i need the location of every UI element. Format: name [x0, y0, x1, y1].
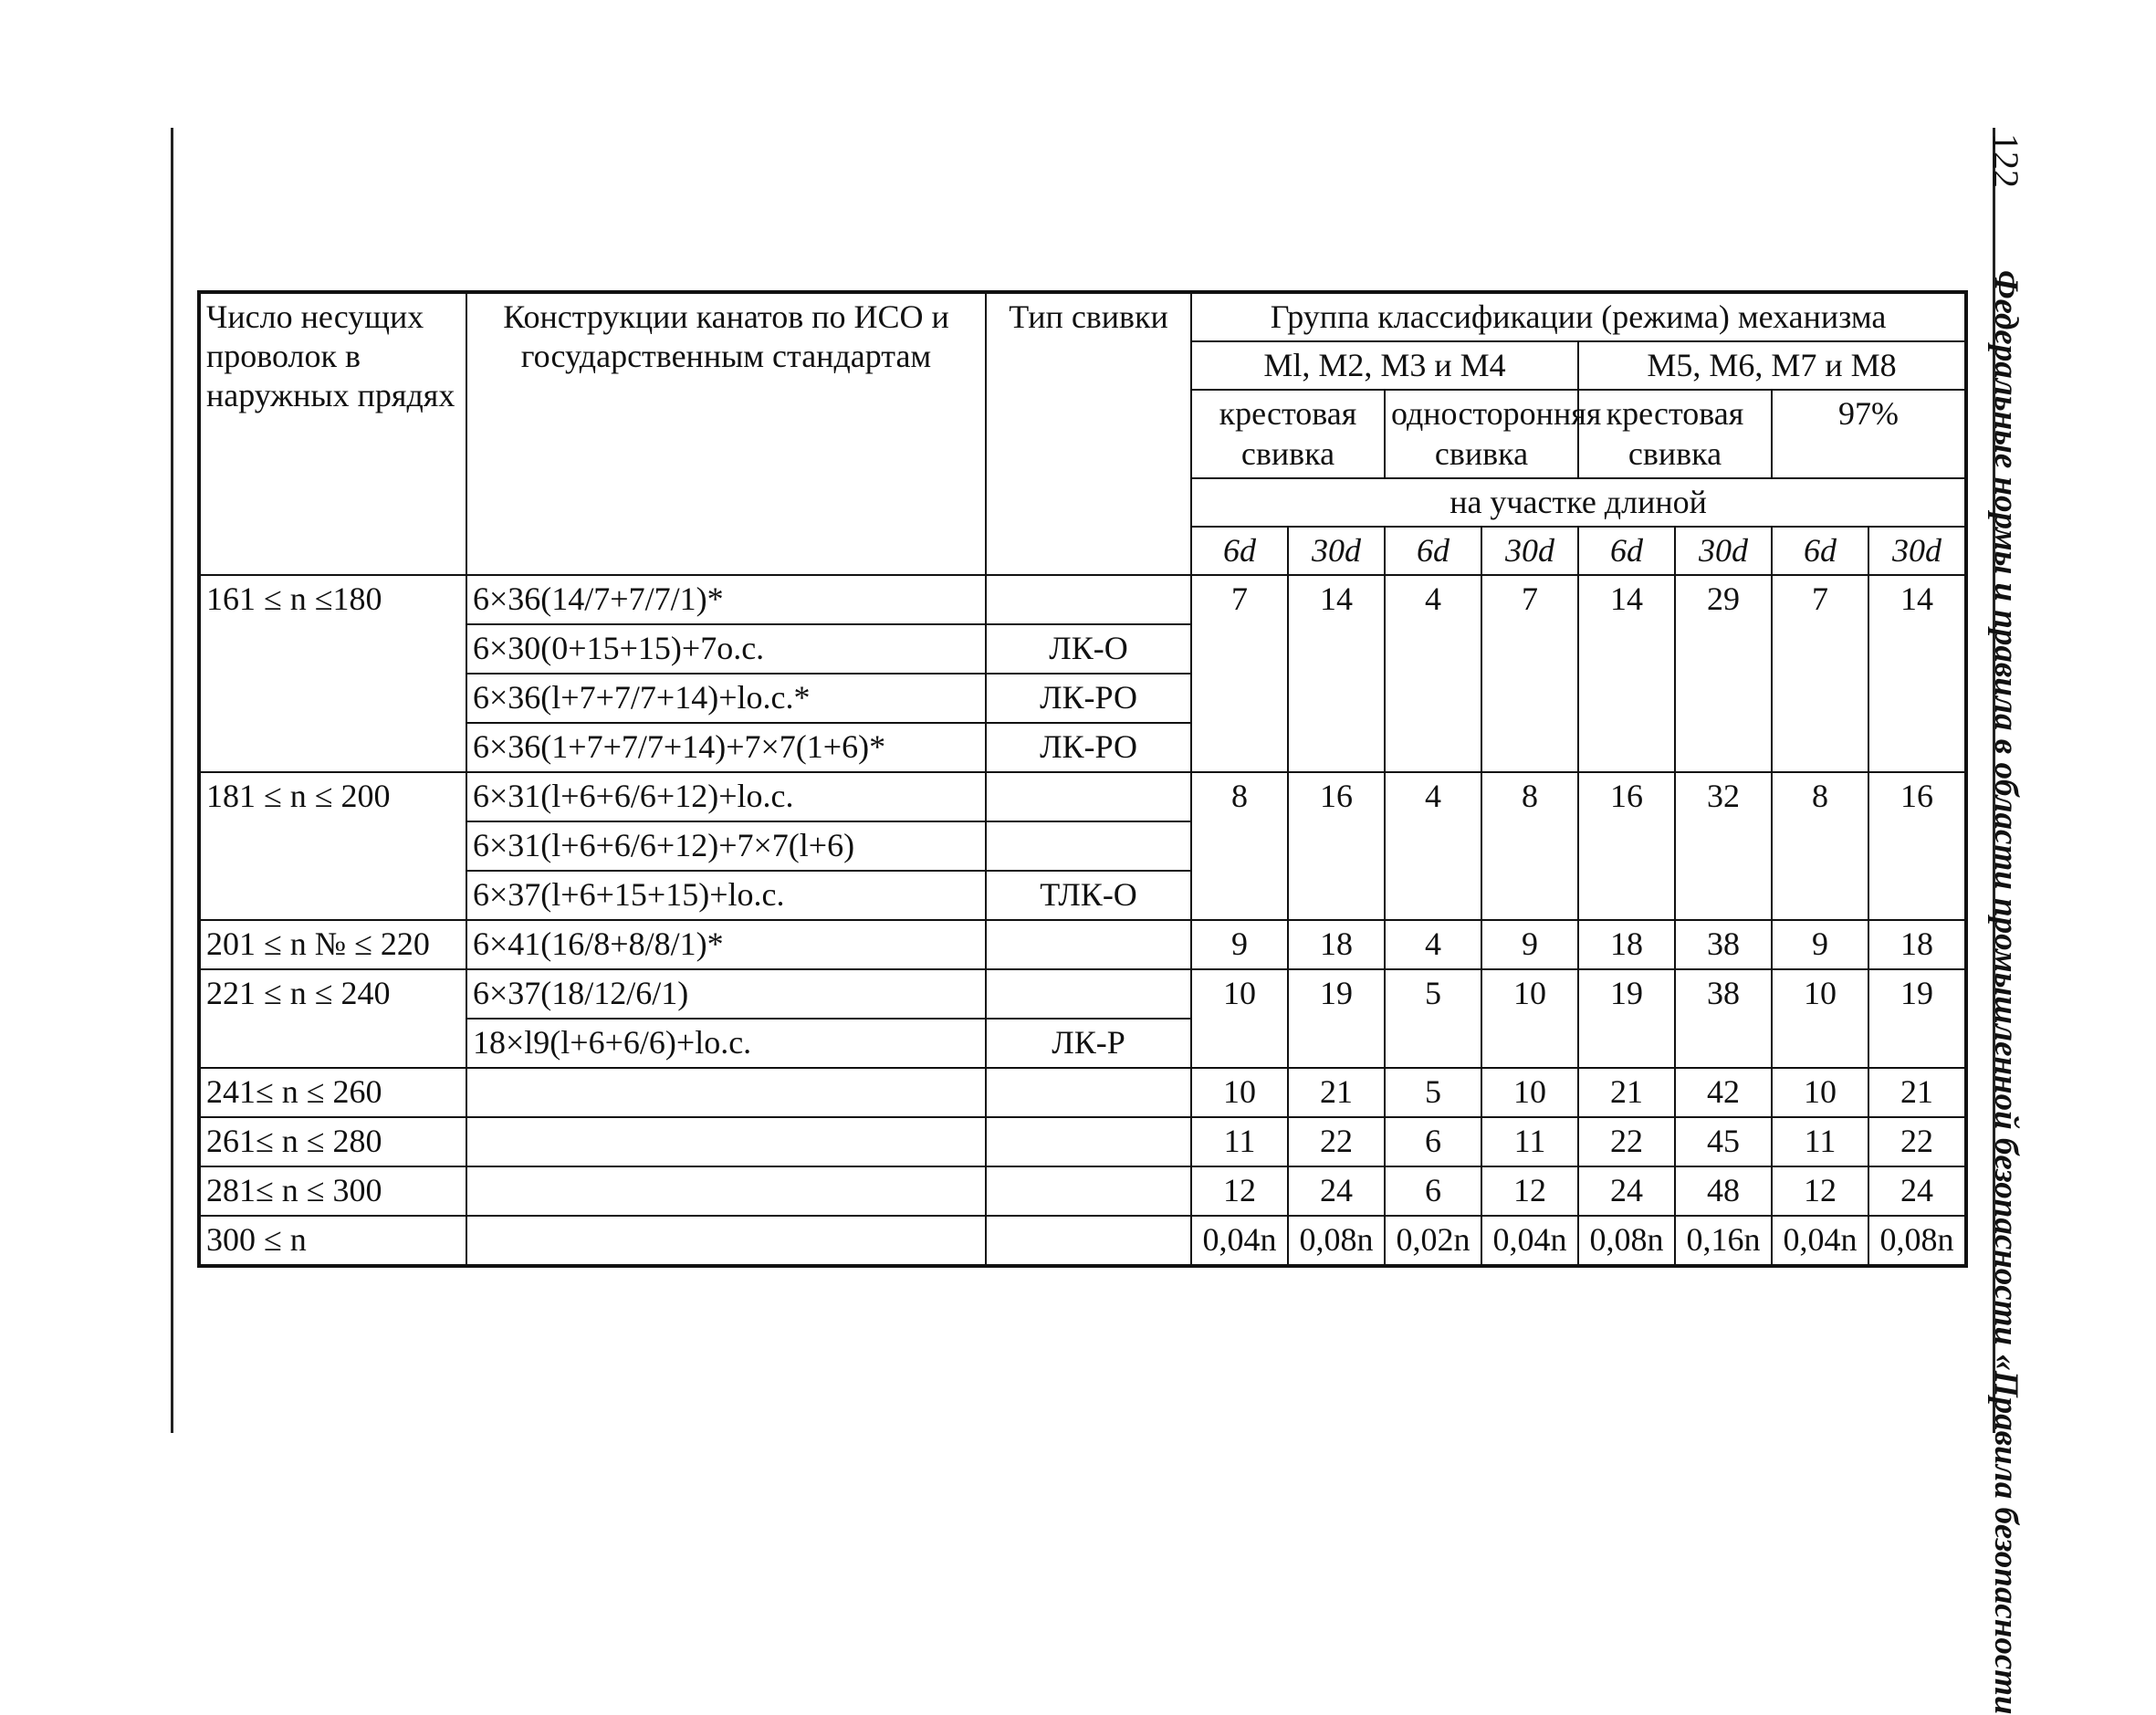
wire-range-cell: 300 ≤ n: [199, 1216, 466, 1266]
wire-count-cell: 38: [1675, 920, 1772, 969]
wire-count-cell: 4: [1385, 920, 1481, 969]
wire-count-cell: 7: [1772, 575, 1868, 772]
table-row: [199, 1117, 1966, 1166]
wire-count-cell: 22: [1868, 1117, 1966, 1166]
lay-type-cell: [986, 1117, 1191, 1166]
wire-count-cell: 11: [1191, 1117, 1288, 1166]
header-group-b: М5, М6, М7 и М8: [1578, 341, 1966, 390]
lay-type-cell: [986, 575, 1191, 624]
wire-range-cell: 201 ≤ n № ≤ 220: [199, 920, 466, 969]
wire-count-cell: 11: [1481, 1117, 1578, 1166]
construction-cell: 6×31(l+6+6/6+12)+7×7(l+6): [466, 821, 986, 871]
table-row: [199, 969, 1966, 1019]
wire-count-cell: 8: [1772, 772, 1868, 920]
wire-count-cell: 45: [1675, 1117, 1772, 1166]
wire-count-cell: 4: [1385, 772, 1481, 920]
construction-cell: 18×l9(l+6+6/6)+lо.с.: [466, 1019, 986, 1068]
wire-count-cell: 21: [1868, 1068, 1966, 1117]
wire-count-cell: 10: [1481, 969, 1578, 1068]
lay-type-cell: ЛК-Р: [986, 1019, 1191, 1068]
rope-table-body: [199, 575, 1966, 1266]
header-len-col: 30d: [1868, 527, 1966, 575]
header-group-a: Ml, М2, М3 и М4: [1191, 341, 1578, 390]
lay-type-cell: [986, 1068, 1191, 1117]
construction-cell: 6×41(16/8+8/8/1)*: [466, 920, 986, 969]
construction-cell: [466, 1117, 986, 1166]
wire-count-cell: 10: [1772, 1068, 1868, 1117]
wire-count-cell: 18: [1578, 920, 1675, 969]
table-row: [199, 772, 1966, 821]
wire-count-cell: 16: [1868, 772, 1966, 920]
wire-count-cell: 19: [1578, 969, 1675, 1068]
header-constructions: Конструкции канатов по ИСО и государственным стандартам: [466, 292, 986, 575]
lay-type-cell: [986, 821, 1191, 871]
page-number: 122: [1985, 133, 2027, 188]
wire-count-cell: 38: [1675, 969, 1772, 1068]
wire-count-cell: 29: [1675, 575, 1772, 772]
wire-range-cell: 161 ≤ n ≤180: [199, 575, 466, 772]
wire-count-cell: 0,04n: [1191, 1216, 1288, 1266]
wire-count-cell: 6: [1385, 1117, 1481, 1166]
wire-range-cell: 261≤ n ≤ 280: [199, 1117, 466, 1166]
wire-count-cell: 14: [1288, 575, 1385, 772]
wire-count-cell: 14: [1868, 575, 1966, 772]
wire-count-cell: 6: [1385, 1166, 1481, 1216]
header-lang-lay-a: односторонняя свивка: [1385, 390, 1578, 477]
wire-count-cell: 7: [1191, 575, 1288, 772]
wire-count-cell: 24: [1578, 1166, 1675, 1216]
wire-range-cell: 221 ≤ n ≤ 240: [199, 969, 466, 1068]
wire-count-cell: 0,16n: [1675, 1216, 1772, 1266]
table-row: [199, 1166, 1966, 1216]
wire-range-cell: 241≤ n ≤ 260: [199, 1068, 466, 1117]
table-row: [199, 575, 1966, 624]
wire-count-cell: 22: [1288, 1117, 1385, 1166]
wire-count-cell: 9: [1191, 920, 1288, 969]
wire-count-cell: 42: [1675, 1068, 1772, 1117]
header-lay-type: Тип свивки: [986, 292, 1191, 575]
rope-table: [197, 290, 1968, 1268]
wire-count-cell: 16: [1578, 772, 1675, 920]
lay-type-cell: ЛК-О: [986, 624, 1191, 674]
wire-count-cell: 9: [1772, 920, 1868, 969]
header-wires: Число несущих проволок в наружных прядях: [199, 292, 466, 575]
wire-count-cell: 32: [1675, 772, 1772, 920]
wire-count-cell: 5: [1385, 969, 1481, 1068]
wire-count-cell: 21: [1578, 1068, 1675, 1117]
header-cross-lay-b: крестовая свивка: [1578, 390, 1772, 477]
wire-count-cell: 0,02n: [1385, 1216, 1481, 1266]
wire-count-cell: 0,08n: [1868, 1216, 1966, 1266]
table-row: [199, 1068, 1966, 1117]
wire-count-cell: 10: [1191, 1068, 1288, 1117]
header-group: Группа классификации (режима) механизма: [1191, 292, 1966, 341]
wire-count-cell: 22: [1578, 1117, 1675, 1166]
running-title: Федеральные нормы и правила в области промышленной безопасности «Правила безопасности: [1987, 270, 2025, 1715]
wire-count-cell: 14: [1578, 575, 1675, 772]
construction-cell: 6×36(1+7+7/7+14)+7×7(1+6)*: [466, 723, 986, 772]
wire-count-cell: 12: [1772, 1166, 1868, 1216]
lay-type-cell: [986, 920, 1191, 969]
wire-count-cell: 5: [1385, 1068, 1481, 1117]
running-header: [1972, 128, 2041, 1715]
construction-cell: 6×31(l+6+6/6+12)+lо.с.: [466, 772, 986, 821]
wire-count-cell: 0,04n: [1772, 1216, 1868, 1266]
lay-type-cell: [986, 772, 1191, 821]
lay-type-cell: [986, 969, 1191, 1019]
wire-count-cell: 48: [1675, 1166, 1772, 1216]
construction-cell: 6×36(l+7+7/7+14)+lо.с.*: [466, 674, 986, 723]
wire-count-cell: 24: [1288, 1166, 1385, 1216]
wire-count-cell: 10: [1481, 1068, 1578, 1117]
header-pct-b: 97%: [1772, 390, 1966, 477]
wire-count-cell: 24: [1868, 1166, 1966, 1216]
header-len-col: 6d: [1191, 527, 1288, 575]
lay-type-cell: [986, 1166, 1191, 1216]
construction-cell: 6×30(0+15+15)+7о.с.: [466, 624, 986, 674]
table-row: [199, 920, 1966, 969]
wire-count-cell: 12: [1191, 1166, 1288, 1216]
wire-count-cell: 8: [1191, 772, 1288, 920]
construction-cell: [466, 1068, 986, 1117]
header-len-col: 6d: [1385, 527, 1481, 575]
wire-count-cell: 19: [1868, 969, 1966, 1068]
header-len-col: 30d: [1288, 527, 1385, 575]
wire-count-cell: 0,04n: [1481, 1216, 1578, 1266]
wire-count-cell: 9: [1481, 920, 1578, 969]
construction-cell: 6×37(l+6+15+15)+lо.с.: [466, 871, 986, 920]
table-row: [199, 1216, 1966, 1266]
wire-count-cell: 12: [1481, 1166, 1578, 1216]
header-len-col: 6d: [1772, 527, 1868, 575]
wire-count-cell: 10: [1191, 969, 1288, 1068]
wire-count-cell: 18: [1288, 920, 1385, 969]
wire-count-cell: 16: [1288, 772, 1385, 920]
lay-type-cell: [986, 1216, 1191, 1266]
header-len-col: 30d: [1481, 527, 1578, 575]
construction-cell: [466, 1216, 986, 1266]
wire-count-cell: 4: [1385, 575, 1481, 772]
header-cross-lay-a: крестовая свивка: [1191, 390, 1385, 477]
wire-count-cell: 19: [1288, 969, 1385, 1068]
wire-count-cell: 11: [1772, 1117, 1868, 1166]
lay-type-cell: ТЛК-О: [986, 871, 1191, 920]
left-margin-rule: [171, 128, 173, 1433]
wire-count-cell: 18: [1868, 920, 1966, 969]
wire-count-cell: 10: [1772, 969, 1868, 1068]
construction-cell: 6×36(14/7+7/7/1)*: [466, 575, 986, 624]
construction-cell: 6×37(18/12/6/1): [466, 969, 986, 1019]
lay-type-cell: ЛК-РО: [986, 723, 1191, 772]
wire-range-cell: 181 ≤ n ≤ 200: [199, 772, 466, 920]
wire-count-cell: 21: [1288, 1068, 1385, 1117]
construction-cell: [466, 1166, 986, 1216]
wire-range-cell: 281≤ n ≤ 300: [199, 1166, 466, 1216]
wire-count-cell: 0,08n: [1578, 1216, 1675, 1266]
header-len-col: 30d: [1675, 527, 1772, 575]
wire-count-cell: 8: [1481, 772, 1578, 920]
lay-type-cell: ЛК-РО: [986, 674, 1191, 723]
header-len-col: 6d: [1578, 527, 1675, 575]
wire-count-cell: 7: [1481, 575, 1578, 772]
wire-count-cell: 0,08n: [1288, 1216, 1385, 1266]
header-length-section: на участке длиной: [1191, 478, 1966, 527]
